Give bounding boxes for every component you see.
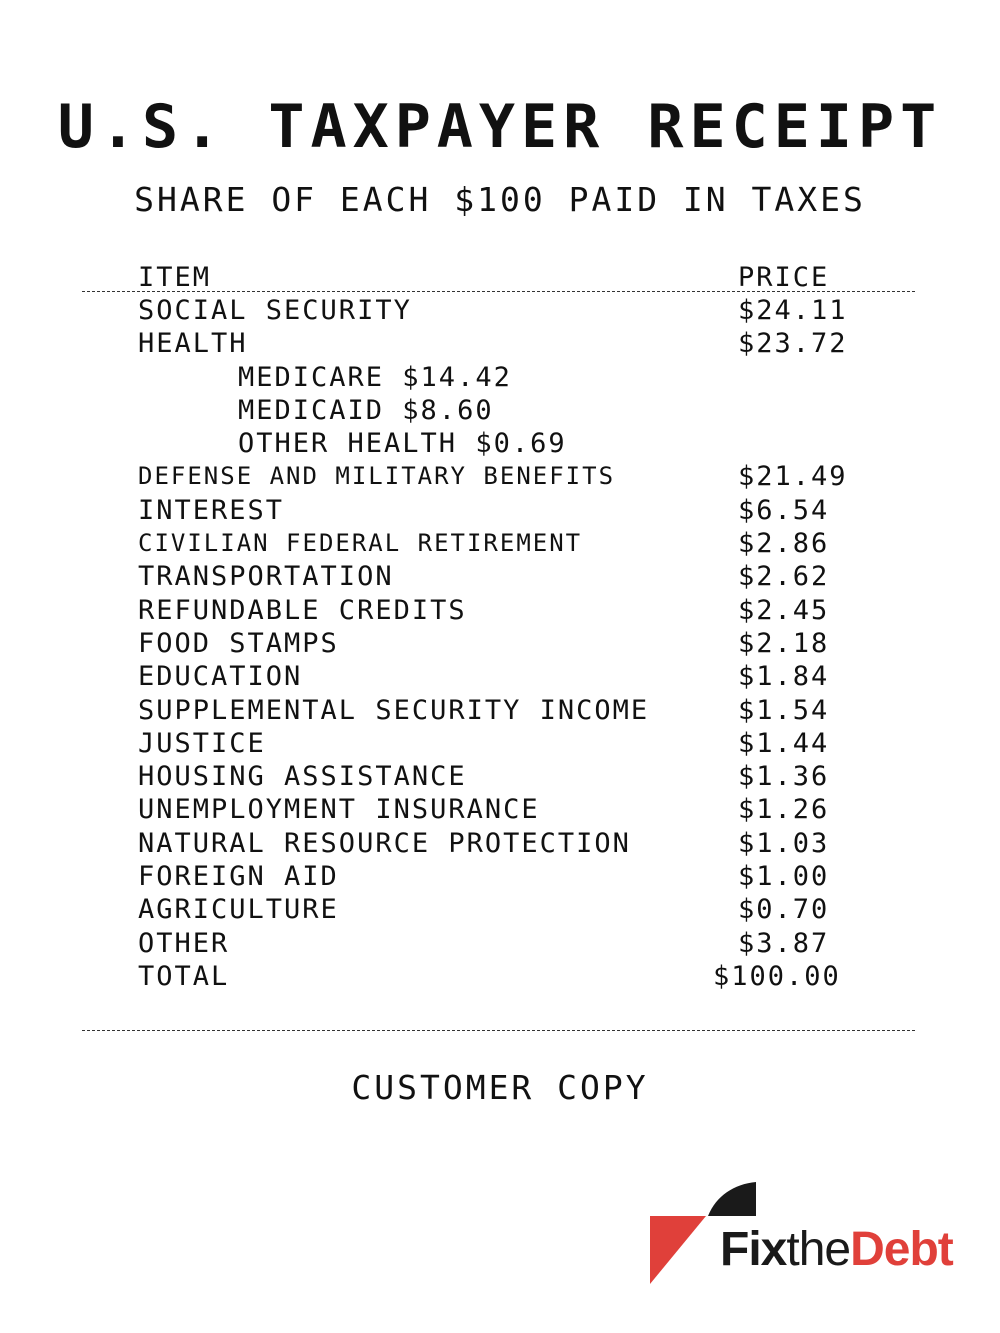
receipt-title: U.S. TAXPAYER RECEIPT: [57, 92, 943, 162]
line-item: [138, 527, 878, 560]
line-item-price: $23.72: [738, 328, 848, 360]
line-item-price: $1.26: [738, 794, 830, 826]
top-dashed-divider: [82, 291, 915, 292]
line-item-price: $1.03: [738, 827, 830, 859]
line-item: [138, 727, 878, 760]
line-item: [138, 927, 878, 960]
fix-the-debt-logo: [648, 1180, 988, 1290]
line-item-name: OTHER: [138, 927, 230, 959]
line-item: [138, 494, 878, 527]
line-item-name: HEALTH: [138, 328, 248, 360]
line-item: [138, 827, 878, 860]
bottom-dashed-divider: [82, 1030, 915, 1031]
line-item: [138, 694, 878, 727]
logo-word-fix: Fix: [720, 1223, 787, 1276]
total-label: TOTAL: [138, 960, 230, 992]
line-item-price: $1.44: [738, 727, 830, 759]
sub-line-item-name: OTHER HEALTH $0.69: [238, 428, 567, 460]
line-item-price: $0.70: [738, 894, 830, 926]
logo-word-the: the: [786, 1223, 851, 1276]
line-item: [138, 860, 878, 893]
line-item-name: SOCIAL SECURITY: [138, 295, 412, 326]
line-item: [138, 560, 878, 593]
line-item: [138, 460, 878, 493]
line-item-price: $2.86: [738, 528, 830, 560]
line-item-name: CIVILIAN FEDERAL RETIREMENT: [138, 529, 583, 558]
price-column-header: PRICE: [738, 262, 830, 293]
line-item: [138, 627, 878, 660]
column-header-row: [138, 262, 858, 292]
line-item-name: EDUCATION: [138, 661, 303, 693]
item-column-header: ITEM: [138, 262, 212, 293]
logo-wordmark: [720, 1222, 953, 1278]
line-item-price: $2.45: [738, 594, 830, 626]
line-item: [138, 660, 878, 693]
line-item-price: $3.87: [738, 927, 830, 959]
sub-line-item-name: MEDICARE $14.42: [238, 361, 512, 393]
sub-line-item: [138, 394, 878, 427]
line-item-price: $21.49: [738, 461, 848, 493]
line-item-name: NATURAL RESOURCE PROTECTION: [138, 827, 631, 859]
logo-word-debt: Debt: [850, 1223, 953, 1276]
line-item: [138, 760, 878, 793]
line-item-price: $6.54: [738, 494, 830, 526]
line-item-name: AGRICULTURE: [138, 894, 339, 926]
line-item-name: SUPPLEMENTAL SECURITY INCOME: [138, 694, 650, 726]
line-item-price: $1.84: [738, 661, 830, 693]
line-item-price: $1.00: [738, 861, 830, 893]
sub-line-item: [138, 427, 878, 460]
line-item: [138, 327, 878, 360]
line-item-price: $1.54: [738, 694, 830, 726]
line-item-price: $2.18: [738, 627, 830, 659]
total-row: [138, 960, 878, 993]
line-item-name: FOREIGN AID: [138, 861, 339, 893]
line-item-price: $1.36: [738, 761, 830, 793]
line-item: [138, 594, 878, 627]
line-item-name: TRANSPORTATION: [138, 561, 394, 593]
line-item: [138, 893, 878, 926]
line-item-name: REFUNDABLE CREDITS: [138, 594, 467, 626]
line-item-name: FOOD STAMPS: [138, 627, 339, 659]
line-item-name: DEFENSE AND MILITARY BENEFITS: [138, 462, 616, 491]
line-item-price: $2.62: [738, 561, 830, 593]
receipt-subtitle: SHARE OF EACH $100 PAID IN TAXES: [134, 180, 866, 219]
line-item-name: INTEREST: [138, 494, 285, 526]
line-item-name: JUSTICE: [138, 727, 266, 759]
sub-line-item-name: MEDICAID $8.60: [238, 394, 494, 426]
customer-copy-label: CUSTOMER COPY: [351, 1068, 649, 1107]
line-item-name: HOUSING ASSISTANCE: [138, 761, 467, 793]
line-item: [138, 793, 878, 826]
sub-line-item: [138, 361, 878, 394]
line-item: [138, 294, 878, 327]
line-item-price: $24.11: [738, 295, 848, 326]
line-item-name: UNEMPLOYMENT INSURANCE: [138, 794, 540, 826]
total-price: $100.00: [713, 960, 841, 992]
receipt-line-items: [138, 294, 878, 993]
